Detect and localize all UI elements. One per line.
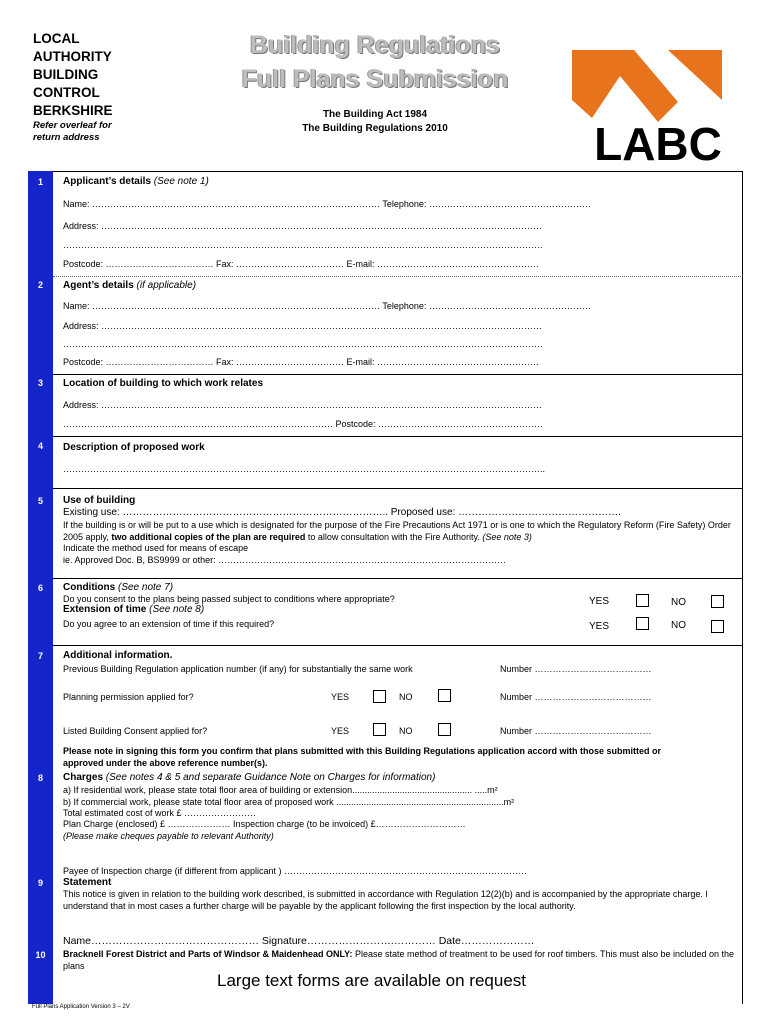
escape-method-field[interactable]: ie. Approved Doc. B, BS9999 or other: ……………………………………………………………………………………	[63, 555, 507, 565]
estimated-cost-field[interactable]: Total estimated cost of work £ ……………………	[63, 808, 257, 818]
conditions-yes-checkbox[interactable]	[636, 594, 649, 607]
large-text-notice: Large text forms are available on request	[217, 971, 527, 990]
description-field[interactable]: ……………………………………………………………………………………………………………………………………………..	[63, 464, 546, 474]
act-line: The Building Regulations 2010	[302, 123, 448, 134]
conditions-question: Do you consent to the plans being passed subject to conditions where appropriate?	[63, 594, 395, 604]
divider	[53, 578, 743, 579]
section-number: 4	[37, 441, 43, 451]
section-number: 6	[37, 583, 43, 593]
paragraph-note: (See note 3)	[482, 531, 532, 542]
yes-label: YES	[589, 596, 610, 607]
no-label: NO	[399, 726, 413, 736]
section-number: 10	[35, 950, 46, 960]
yes-label: YES	[589, 621, 610, 632]
extension-no-checkbox[interactable]	[711, 620, 724, 633]
planning-number-field[interactable]: Number …………………………………	[500, 692, 652, 702]
note-emphasis: Bracknell Forest District and Parts of Windsor & Maidenhead ONLY:	[63, 949, 353, 959]
paragraph-emphasis: two additional copies of the plan are required	[111, 531, 306, 542]
labc-logo	[572, 40, 744, 165]
charges-field[interactable]: Plan Charge (enclosed) £ ………………… Inspection charge (to be invoiced) £…………………………	[63, 819, 466, 829]
section-title	[63, 280, 196, 291]
section-note: (See note 8)	[149, 604, 205, 615]
planning-label: Planning permission applied for?	[63, 692, 194, 702]
use-fields[interactable]: Existing use: …………………………………………………………………….. Proposed use: ………………………………………….	[63, 507, 621, 518]
section-number: 1	[37, 177, 43, 187]
section-title: Statement	[63, 877, 112, 888]
authority-line: AUTHORITY	[33, 49, 112, 64]
roof-icon	[572, 50, 722, 122]
divider	[53, 171, 743, 172]
section-title-text: Extension of time	[63, 604, 147, 615]
section-number: 8	[37, 773, 43, 783]
divider	[53, 645, 743, 646]
yes-label: YES	[331, 726, 350, 736]
previous-number-field[interactable]: Number …………………………………	[500, 664, 652, 674]
authority-line: CONTROL	[33, 85, 100, 100]
section-title: Use of building	[63, 495, 136, 506]
listed-yes-checkbox[interactable]	[373, 723, 386, 736]
residential-area-field[interactable]: a) If residential work, please state total floor area of building or extension................................................ .....m²	[63, 785, 498, 795]
agent-address-line2[interactable]: …………………………………………………………………………………………………………………………………………….	[63, 339, 543, 349]
fire-safety-paragraph	[63, 520, 735, 543]
section-number: 2	[37, 280, 43, 290]
section-sidebar	[28, 171, 53, 1004]
section-title: Location of building to which work relates	[63, 378, 264, 389]
divider	[53, 488, 743, 489]
applicant-name-field[interactable]: Name: …………………………………………………………………………………… Telephone: ………………………………………………	[63, 199, 591, 209]
section-number: 7	[37, 651, 43, 661]
authority-line: BUILDING	[33, 67, 99, 82]
section-title	[63, 772, 435, 783]
section-title	[63, 176, 209, 187]
statement-text: This notice is given in relation to the building work described, is submitted in accordance with Regulation 12(2)(b) and is accompanied by the appropriate charge. I understand that in most cases a further charge will be payable by the applicant following the first inspection by the local authority.	[63, 889, 708, 911]
section-title: Additional information.	[63, 650, 173, 661]
previous-application-label: Previous Building Regulation application number (if any) for substantially the same work	[63, 664, 413, 674]
refer-line: Refer overleaf for	[33, 120, 112, 131]
title-line: Full Plans Submission	[241, 65, 509, 93]
extension-question: Do you agree to an extension of time if this required?	[63, 619, 275, 629]
paragraph-text: If the building is or will be put to a use which is designated for the purpose of the Fire Precautions Act 1971 or is one to which the Regulatory Reform (Fire Safety) Order 2005 apply,	[63, 520, 731, 542]
location-address-field[interactable]: Address: …………………………………………………………………………………………………………………………………	[63, 400, 543, 410]
applicant-address-line2[interactable]: …………………………………………………………………………………………………………………………………………….	[63, 240, 543, 250]
location-postcode-field[interactable]: ……………………………………………………………………………… Postcode: ……………………………………………….	[63, 419, 543, 429]
refer-line: return address	[33, 132, 100, 143]
section-title-text: Charges	[63, 772, 104, 783]
act-line: The Building Act 1984	[322, 109, 428, 120]
logo-text: LABC	[594, 118, 722, 165]
cheques-note: (Please make cheques payable to relevant Authority)	[63, 831, 274, 841]
authority-name	[33, 30, 113, 120]
extension-yes-checkbox[interactable]	[636, 617, 649, 630]
refer-note	[33, 120, 112, 144]
section-title-text: Applicant’s details	[63, 176, 151, 187]
listed-number-field[interactable]: Number …………………………………	[500, 726, 652, 736]
section-number: 3	[37, 378, 43, 388]
divider	[53, 374, 743, 375]
section-note: (if applicable)	[136, 280, 197, 291]
agent-address-field[interactable]: Address: …………………………………………………………………………………………………………………………………	[63, 321, 543, 331]
no-label: NO	[671, 597, 686, 608]
planning-yes-checkbox[interactable]	[373, 690, 386, 703]
section-title-text: Agent’s details	[63, 280, 134, 291]
section-note: (See note 1)	[153, 176, 209, 187]
signing-note: Please note in signing this form you confirm that plans submitted with this Building Regulations application accord with those submitted or approved under the above reference number(s).	[63, 746, 662, 768]
conditions-no-checkbox[interactable]	[711, 595, 724, 608]
planning-no-checkbox[interactable]	[438, 689, 451, 702]
title-line: Building Regulations	[250, 31, 500, 59]
signature-fields[interactable]: Name………………………………………… Signature…………………….………… Date…………………	[63, 935, 535, 947]
acts	[255, 108, 495, 136]
no-label: NO	[671, 620, 686, 631]
section-title	[63, 604, 204, 615]
agent-postcode-field[interactable]: Postcode: ……………………………… Fax: ……………………………… E-mail: ………………………………………………	[63, 357, 540, 367]
authority-line: BERKSHIRE	[33, 103, 113, 118]
yes-label: YES	[331, 692, 350, 702]
roof-timber-note	[63, 949, 735, 972]
paragraph-text: to allow consultation with the Fire Authority.	[305, 531, 483, 542]
listed-no-checkbox[interactable]	[438, 723, 451, 736]
section-note: (See notes 4 & 5 and separate Guidance Note on Charges for information)	[105, 772, 436, 783]
page-title	[215, 28, 535, 96]
applicant-address-field[interactable]: Address: …………………………………………………………………………………………………………………………………	[63, 221, 543, 231]
section-note: (See note 7)	[118, 582, 174, 593]
commercial-area-field[interactable]: b) If commercial work, please state total floor area of proposed work ...................................................................m²	[63, 797, 515, 807]
payee-field[interactable]: Payee of Inspection charge (if different from applicant ) ………………………………………………………………………	[63, 866, 527, 876]
divider	[53, 276, 743, 277]
no-label: NO	[399, 692, 413, 702]
section-title-text: Conditions	[63, 582, 116, 593]
note-text: Please state method of treatment to be used for roof timbers. This must also be included on the plans	[63, 949, 735, 971]
section-title: Description of proposed work	[63, 442, 205, 453]
authority-line: LOCAL	[33, 31, 80, 46]
section-number: 9	[37, 878, 43, 888]
agent-name-field[interactable]: Name: …………………………………………………………………………………… Telephone: ………………………………………………	[63, 301, 591, 311]
section-number: 5	[37, 496, 43, 506]
applicant-postcode-field[interactable]: Postcode: ……………………………… Fax: ……………………………… E-mail: ………………………………………………	[63, 259, 540, 269]
divider	[53, 436, 743, 437]
section-title	[63, 582, 173, 593]
frame-right-border	[742, 171, 743, 1004]
escape-method-label: Indicate the method used for means of escape	[63, 543, 249, 553]
footer-version: Full Plans Application Version 3 – 2V	[32, 1004, 130, 1010]
listed-label: Listed Building Consent applied for?	[63, 726, 208, 736]
